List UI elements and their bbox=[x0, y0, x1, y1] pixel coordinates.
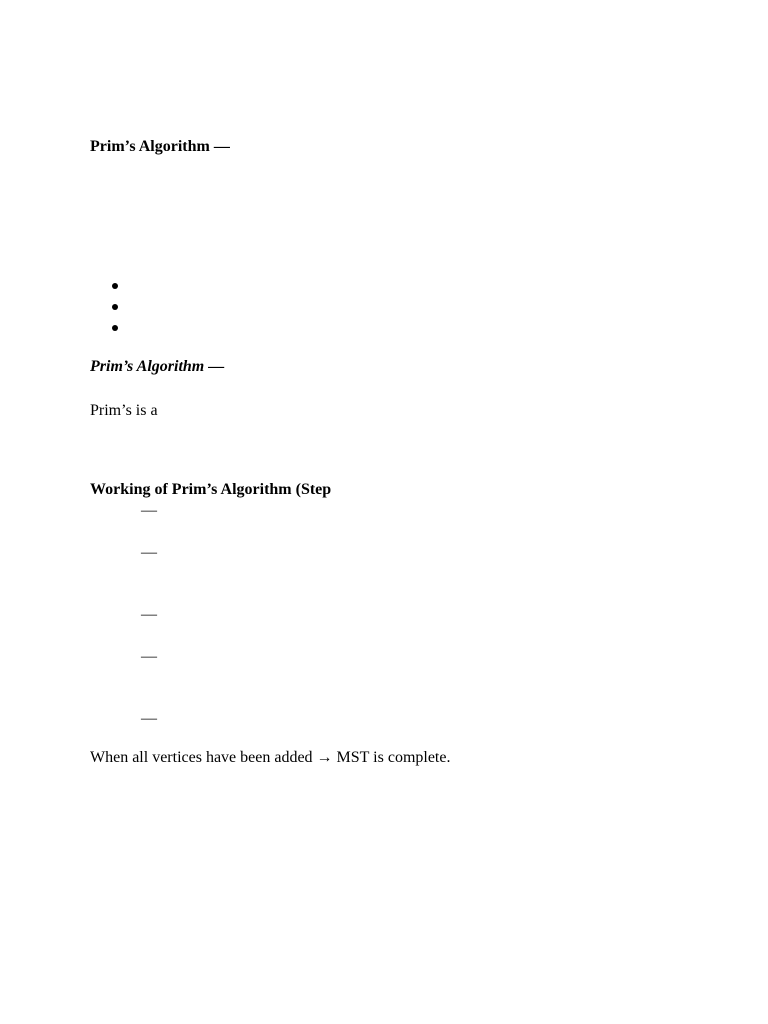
subheading-prims-algorithm: Prim’s Algorithm — bbox=[90, 358, 225, 375]
step-dash: — bbox=[141, 710, 157, 727]
step-dash: — bbox=[141, 606, 157, 623]
section-heading-prims-algorithm: Prim’s Algorithm — bbox=[90, 138, 230, 155]
section-heading-working: Working of Prim’s Algorithm (Step bbox=[90, 481, 332, 498]
step-dash: — bbox=[141, 544, 157, 561]
step-dash: — bbox=[141, 502, 157, 519]
bullet-dot-icon bbox=[112, 325, 118, 331]
conclusion-paragraph: When all vertices have been added → MST is complete. bbox=[90, 749, 451, 766]
intro-paragraph: Prim’s is a bbox=[90, 402, 158, 419]
bullet-dot-icon bbox=[112, 283, 118, 289]
bullet-dot-icon bbox=[112, 304, 118, 310]
step-dash: — bbox=[141, 648, 157, 665]
